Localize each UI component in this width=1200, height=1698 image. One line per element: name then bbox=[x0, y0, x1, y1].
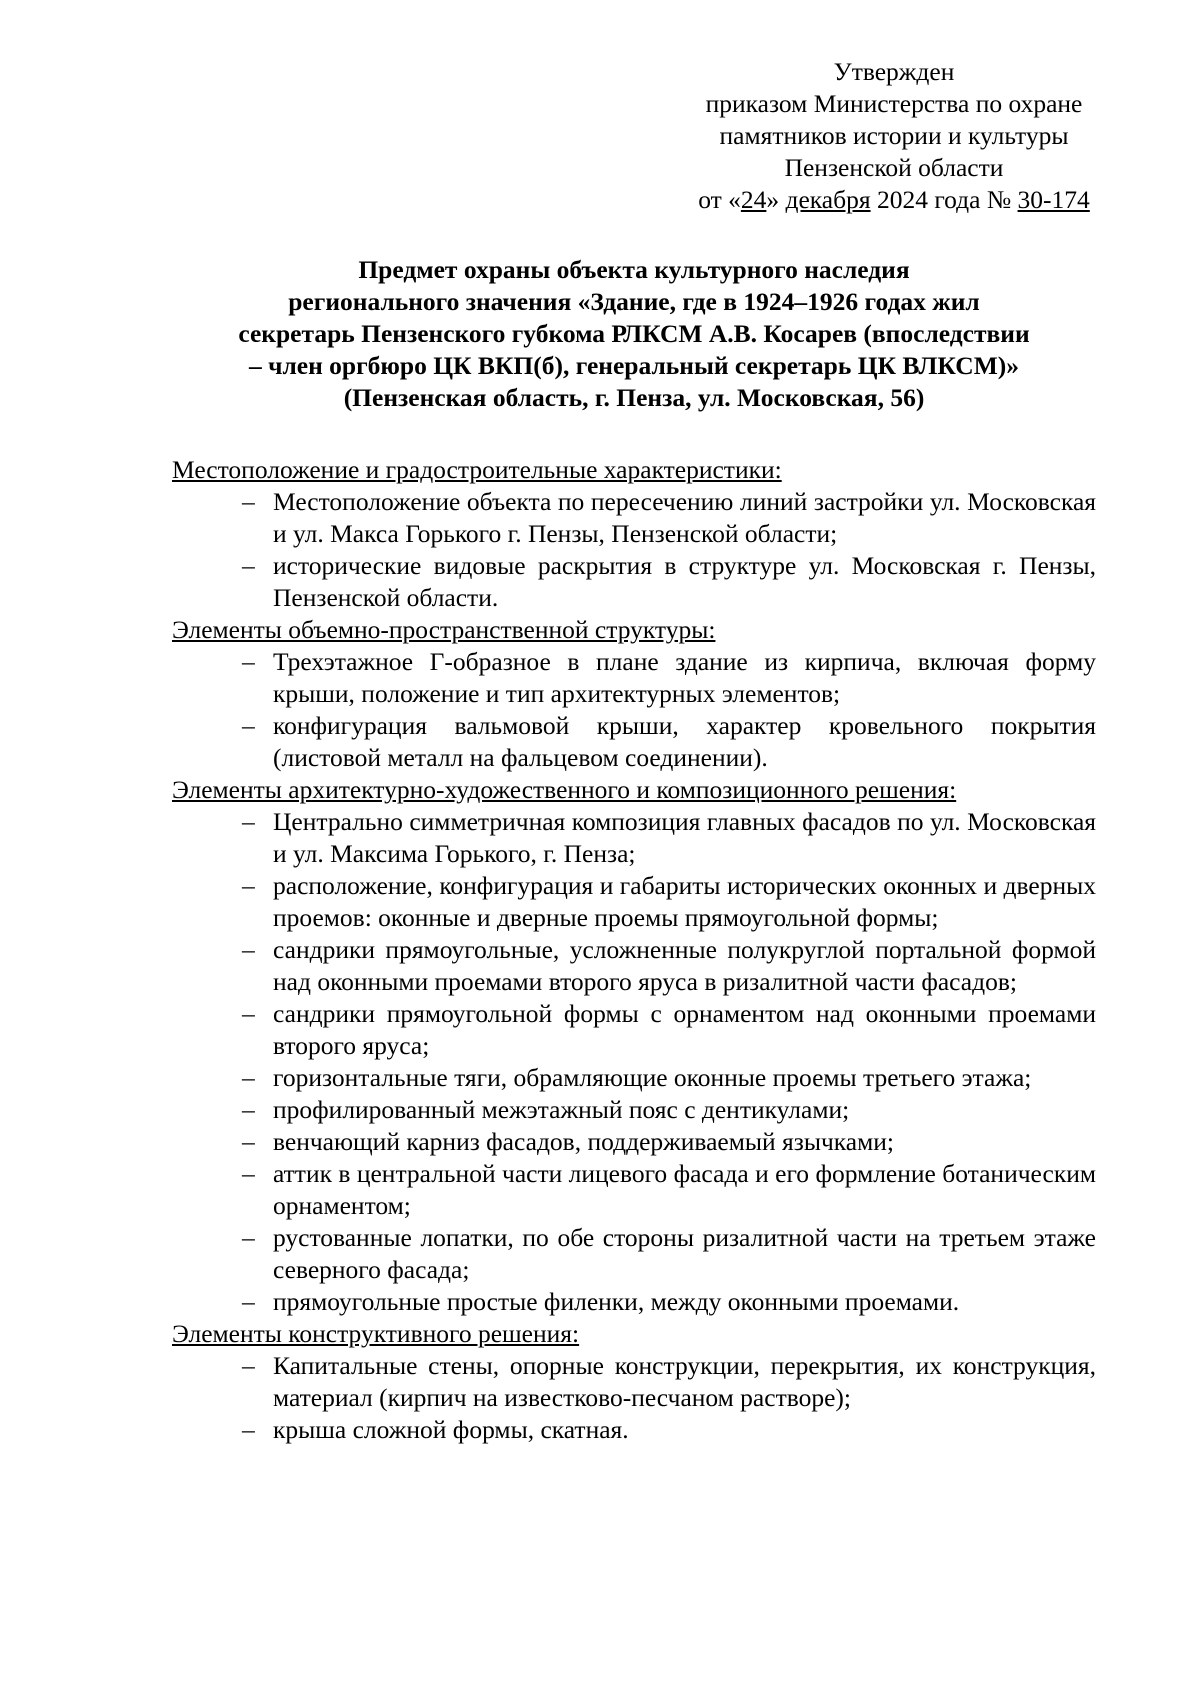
list-item-text: Капитальные стены, опорные конструкции, перекрытия, их конструкция, материал (кирпич на известково-песчаном растворе); bbox=[273, 1351, 1096, 1412]
dash-marker: – bbox=[242, 711, 255, 740]
sections bbox=[172, 454, 1096, 1446]
approval-date-line bbox=[692, 184, 1096, 216]
list-item bbox=[172, 710, 1096, 774]
list-item bbox=[172, 1062, 1096, 1094]
approval-line: приказом Министерства по охране bbox=[705, 89, 1083, 118]
dash-marker: – bbox=[242, 1351, 255, 1380]
list-item-text: профилированный межэтажный пояс с дентикулами; bbox=[273, 1095, 850, 1124]
date-year: 2024 года № bbox=[870, 185, 1018, 214]
approval-line: Пензенской области bbox=[784, 153, 1004, 182]
list-item-text: Местоположение объекта по пересечению линий застройки ул. Московская и ул. Макса Горького г. Пензы, Пензенской области; bbox=[273, 487, 1096, 548]
approval-line: памятников истории и культуры bbox=[719, 121, 1069, 150]
section-heading: Местоположение и градостроительные характеристики: bbox=[172, 455, 782, 484]
section-location bbox=[172, 454, 1096, 614]
list-item bbox=[172, 934, 1096, 998]
section-list bbox=[172, 646, 1096, 774]
dash-marker: – bbox=[242, 807, 255, 836]
dash-marker: – bbox=[242, 647, 255, 676]
approval-number: 30-174 bbox=[1017, 185, 1090, 214]
section-architecture bbox=[172, 774, 1096, 1318]
list-item bbox=[172, 1350, 1096, 1414]
approval-line: Утвержден bbox=[833, 57, 955, 86]
list-item bbox=[172, 646, 1096, 710]
list-item bbox=[172, 486, 1096, 550]
list-item bbox=[172, 806, 1096, 870]
list-item-text: венчающий карниз фасадов, поддерживаемый язычками; bbox=[273, 1127, 894, 1156]
dash-marker: – bbox=[242, 1127, 255, 1156]
dash-marker: – bbox=[242, 1223, 255, 1252]
title-line: регионального значения «Здание, где в 1924–1926 годах жил bbox=[288, 287, 980, 316]
list-item-text: Трехэтажное Г-образное в плане здание из кирпича, включая форму крыши, положение и тип архитектурных элементов; bbox=[273, 647, 1096, 708]
list-item bbox=[172, 1414, 1096, 1446]
section-list bbox=[172, 486, 1096, 614]
list-item bbox=[172, 1126, 1096, 1158]
list-item bbox=[172, 1286, 1096, 1318]
approval-month: декабря bbox=[785, 185, 871, 214]
approval-day: 24 bbox=[740, 185, 767, 214]
title-line: – член оргбюро ЦК ВКП(б), генеральный секретарь ЦК ВЛКСМ)» bbox=[248, 351, 1020, 380]
list-item-text: исторические видовые раскрытия в структуре ул. Московская г. Пензы, Пензенской области. bbox=[273, 551, 1096, 612]
dash-marker: – bbox=[242, 935, 255, 964]
dash-marker: – bbox=[242, 1287, 255, 1316]
approval-block bbox=[692, 56, 1096, 216]
dash-marker: – bbox=[242, 1415, 255, 1444]
list-item-text: крыша сложной формы, скатная. bbox=[273, 1415, 629, 1444]
dash-marker: – bbox=[242, 487, 255, 516]
section-heading: Элементы архитектурно-художественного и композиционного решения: bbox=[172, 775, 957, 804]
section-heading: Элементы объемно-пространственной структуры: bbox=[172, 615, 716, 644]
date-mid: » bbox=[766, 185, 786, 214]
section-volume-structure bbox=[172, 614, 1096, 774]
list-item bbox=[172, 1094, 1096, 1126]
list-item bbox=[172, 998, 1096, 1062]
dash-marker: – bbox=[242, 999, 255, 1028]
list-item-text: аттик в центральной части лицевого фасада и его формление ботаническим орнаментом; bbox=[273, 1159, 1096, 1220]
dash-marker: – bbox=[242, 1063, 255, 1092]
title-line: секретарь Пензенского губкома РЛКСМ А.В. Косарев (впоследствии bbox=[238, 319, 1030, 348]
list-item bbox=[172, 870, 1096, 934]
dash-marker: – bbox=[242, 871, 255, 900]
date-prefix: от « bbox=[698, 185, 741, 214]
dash-marker: – bbox=[242, 551, 255, 580]
section-list bbox=[172, 1350, 1096, 1446]
list-item-text: рустованные лопатки, по обе стороны ризалитной части на третьем этаже северного фасада; bbox=[273, 1223, 1096, 1284]
document-title bbox=[172, 254, 1096, 414]
list-item-text: расположение, конфигурация и габариты исторических оконных и дверных проемов: оконные и дверные проемы прямоугольной формы; bbox=[273, 871, 1096, 932]
list-item-text: Центрально симметричная композиция главных фасадов по ул. Московская и ул. Максима Горького, г. Пенза; bbox=[273, 807, 1096, 868]
list-item bbox=[172, 1158, 1096, 1222]
list-item-text: сандрики прямоугольной формы с орнаментом над оконными проемами второго яруса; bbox=[273, 999, 1096, 1060]
dash-marker: – bbox=[242, 1095, 255, 1124]
list-item-text: прямоугольные простые филенки, между оконными проемами. bbox=[273, 1287, 960, 1316]
title-line: (Пензенская область, г. Пенза, ул. Московская, 56) bbox=[343, 383, 925, 412]
document-page bbox=[172, 56, 1096, 1446]
list-item-text: конфигурация вальмовой крыши, характер кровельного покрытия (листовой металл на фальцевом соединении). bbox=[273, 711, 1096, 772]
dash-marker: – bbox=[242, 1159, 255, 1188]
title-line: Предмет охраны объекта культурного наследия bbox=[358, 255, 910, 284]
list-item bbox=[172, 550, 1096, 614]
list-item bbox=[172, 1222, 1096, 1286]
section-heading: Элементы конструктивного решения: bbox=[172, 1319, 580, 1348]
list-item-text: горизонтальные тяги, обрамляющие оконные проемы третьего этажа; bbox=[273, 1063, 1032, 1092]
section-construction bbox=[172, 1318, 1096, 1446]
section-list bbox=[172, 806, 1096, 1318]
list-item-text: сандрики прямоугольные, усложненные полукруглой портальной формой над оконными проемами второго яруса в ризалитной части фасадов; bbox=[273, 935, 1096, 996]
